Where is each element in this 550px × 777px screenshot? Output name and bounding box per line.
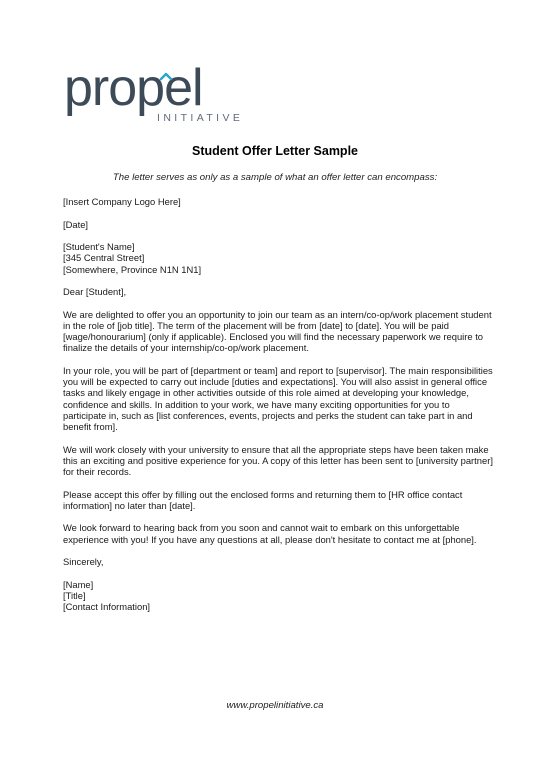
letter-body bbox=[63, 196, 493, 624]
document-title: Student Offer Letter Sample bbox=[192, 144, 358, 158]
propel-logo bbox=[64, 59, 254, 132]
closing: Sincerely, bbox=[63, 556, 104, 568]
paragraph-role: In your role, you will be part of [department or team] and report to [supervisor]. The main responsibilities you will be expected to carry out include [duties and expectations]. You will also assist in general office tasks and likely engage in other activities outside of this role aimed at developing your knowledge, confidence and skills. In addition to your work, we have many exciting opportunities for you to participate in, such as [list conferences, events, projects and perks the student can take part in and benefit from]. bbox=[63, 364, 493, 432]
recipient-street: [345 Central Street] bbox=[63, 252, 145, 264]
salutation: Dear [Student], bbox=[63, 286, 127, 298]
signature-title: [Title] bbox=[63, 589, 86, 601]
paragraph-accept: Please accept this offer by filling out the enclosed forms and returning them to [HR office contact information] no later than [date]. bbox=[63, 488, 463, 511]
letter-date: [Date] bbox=[63, 218, 89, 230]
paragraph-offer: We are delighted to offer you an opportunity to join our team as an intern/co-op/work placement student in the role of [job title]. The term of the placement will be from [date] to [date]. You will be paid [wage/honourarium] (only if applicable). Enclosed you will find the necessary paperwork we require to finalize the details of your internship/co-op/work placement. bbox=[63, 308, 492, 354]
recipient-address bbox=[63, 241, 493, 275]
recipient-city: [Somewhere, Province N1N 1N1] bbox=[63, 263, 202, 275]
logo-placeholder: [Insert Company Logo Here] bbox=[63, 196, 181, 207]
logo-arrow-icon bbox=[159, 71, 173, 83]
recipient-name: [Student's Name] bbox=[63, 241, 135, 253]
logo-subtitle: INITIATIVE bbox=[157, 112, 244, 124]
logo-wordmark: propel bbox=[64, 59, 203, 117]
footer-url[interactable]: www.propelinitiative.ca bbox=[226, 700, 324, 711]
signature-name: [Name] bbox=[63, 578, 94, 590]
paragraph-university: We will work closely with your university to ensure that all the appropriate steps have been taken make this an exciting and positive experience for you. A copy of this letter has been sent to [university partner] for their records. bbox=[63, 443, 493, 477]
signature-block bbox=[63, 579, 493, 613]
document-subtitle: The letter serves as only as a sample of what an offer letter can encompass: bbox=[112, 172, 438, 183]
paragraph-closing-remarks: We look forward to hearing back from you soon and cannot wait to embark on this unforgettable experience with you! If you have any questions at all, please don't hesitate to contact me at [phone]. bbox=[63, 522, 477, 545]
signature-contact: [Contact Information] bbox=[63, 601, 151, 613]
